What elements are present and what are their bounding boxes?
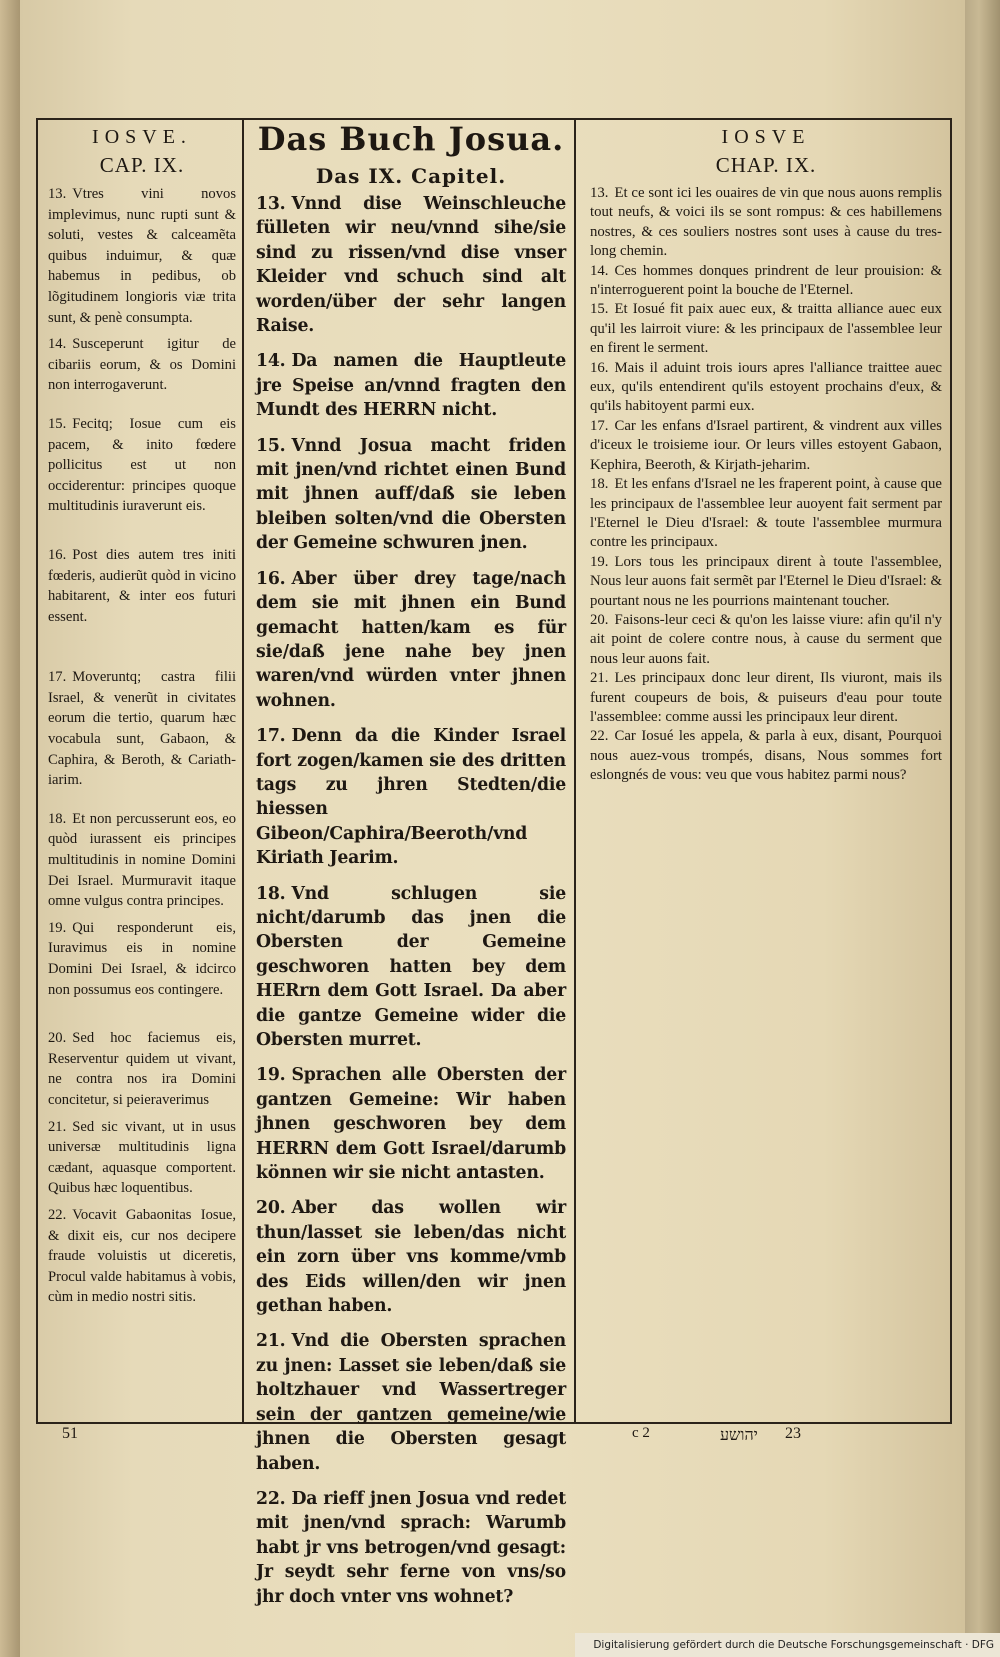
- latin-verse: [48, 1028, 236, 1110]
- book-edge: [965, 0, 1000, 1657]
- verse-number: 20.: [256, 1198, 286, 1219]
- verse-text: Vocavit Gabaonitas Iosue, & dixit eis, cur nos decipere fraude voluistis ut diceretis, Procul valde habitamus à vobis, cùm in medio nostri sitis.: [48, 1206, 236, 1306]
- latin-verse: [48, 184, 236, 328]
- german-verse: [256, 724, 566, 870]
- french-verse: [590, 359, 942, 417]
- verse-number: 19.: [590, 553, 609, 570]
- german-verse: [256, 349, 566, 422]
- french-verse: [590, 184, 942, 262]
- french-verse: [590, 727, 942, 785]
- signature-mark: c 2: [632, 1425, 650, 1441]
- german-verse: [256, 1063, 566, 1185]
- french-verse: [590, 300, 942, 358]
- verse-number: 14.: [256, 351, 286, 372]
- verse-text: Sed hoc faciemus eis, Reserventur quidem ut vivant, ne contra nos ira Domini concitetur, si peieraverimus: [48, 1030, 236, 1108]
- verse-text: Car les enfans d'Israel partirent, & vindrent aux villes d'iceux le troisieme iour. Or leurs villes estoyent Gabaon, Kephira, Beeroth, & Kirjath-jeharim.: [590, 417, 942, 473]
- verse-text: Ces hommes donques prindrent de leur prouision: & n'interroguerent point la bouche de l'Eternel.: [590, 262, 942, 299]
- french-verse: [590, 475, 942, 553]
- verse-text: Susceperunt igitur de cibariis eorum, & os Domini non interrogaverunt.: [48, 336, 236, 394]
- verse-text: Denn da die Kinder Israel fort zogen/kamen sie des dritten tags zu jhren Stedten/die hiessen Gibeon/Caphira/Beeroth/vnd Kiriath Jearim.: [256, 726, 566, 869]
- verse-number: 18.: [590, 476, 609, 493]
- german-verse: [256, 1487, 566, 1609]
- german-verse: [256, 567, 566, 713]
- verse-text: Et Iosué fit paix auec eux, & traitta alliance auec eux qu'il les lairroit viure: & les principaux de l'assemblee leur en firent le serment.: [590, 301, 942, 357]
- latin-verse: [48, 918, 236, 1000]
- latin-verse: [48, 809, 236, 912]
- verse-text: Vnnd Josua macht friden mit jnen/vnd richtet einen Bund mit jhnen auff/daß sie leben bleiben solten/vnd die Obersten der Gemeine schwuren jnen.: [256, 435, 566, 554]
- hebrew-catchword: יהושע: [720, 1425, 758, 1444]
- page-number: 51: [62, 1425, 78, 1442]
- french-verse: [590, 262, 942, 301]
- latin-verse: [48, 334, 236, 396]
- verse-text: Aber das wollen wir thun/lasset sie leben/das nicht ein zorn über vns komme/vmb des Eids willen/den wir jnen gethan haben.: [256, 1198, 566, 1317]
- verse-text: Qui responderunt eis, Iuravimus eis in nomine Domini Dei Israel, & idcirco non possumus eos contingere.: [48, 919, 236, 998]
- verse-number: 22.: [48, 1206, 67, 1223]
- verse-number: 21.: [256, 1331, 286, 1352]
- latin-chapter-heading: CAP. IX.: [99, 153, 185, 177]
- latin-verse: [48, 414, 236, 517]
- verse-number: 21.: [48, 1118, 67, 1135]
- verse-text: Car Iosué les appela, & parla à eux, disant, Pourquoi nous auez-vous trompés, disans, Nous sommes fort eslongnés de vous: veu que vous habitez parmi nous?: [590, 728, 942, 784]
- french-verse: [590, 611, 942, 669]
- verse-text: Sprachen alle Obersten der gantzen Gemeine: Wir haben jhnen geschworen bey dem HERRN dem Gott Israel/darumb können wir sie nicht antasten.: [256, 1065, 566, 1184]
- verse-number: 14.: [48, 336, 67, 353]
- verse-text: Vnd schlugen sie nicht/darumb das jnen die Obersten der Gemeine geschworen hatten bey dem HERrn dem Gott Israel. Da aber die gantze Gemeine wider die Obersten murret.: [256, 883, 566, 1050]
- german-verse: [256, 192, 566, 338]
- german-chapter-heading: Das IX. Capitel.: [315, 164, 507, 188]
- verse-text: Aber über drey tage/nach dem sie mit jhnen ein Bund gemacht hatten/kam es für sie/daß jene nahe bey jnen waren/vnd würden vnter jhnen wohnen.: [256, 568, 566, 711]
- french-column: [578, 120, 950, 1422]
- verse-number: 20.: [590, 611, 609, 628]
- german-running-head: Das Buch Josua.: [257, 120, 565, 158]
- verse-text: Da rieff jnen Josua vnd redet mit jnen/vnd sprach: Warumb habt jr vns betrogen/vnd gesagt: Jr seydt sehr ferne von vns/so jhr doch vnter vns wohnet?: [256, 1488, 566, 1607]
- verse-number: 15.: [48, 415, 67, 432]
- verse-number: 17.: [48, 669, 67, 686]
- latin-running-head: IOSVE.: [92, 126, 192, 148]
- french-verse: [590, 553, 942, 611]
- german-verse: [256, 434, 566, 556]
- french-chapter-heading: CHAP. IX.: [715, 153, 817, 177]
- verse-number: 17.: [590, 417, 609, 434]
- german-column: [246, 120, 576, 1607]
- verse-text: Da namen die Hauptleute jre Speise an/vnnd fragten den Mundt des HERRN nicht.: [256, 351, 566, 421]
- digitization-credit: Digitalisierung gefördert durch die Deutsche Forschungsgemeinschaft · DFG: [575, 1633, 1000, 1657]
- german-verse: [256, 1196, 566, 1318]
- latin-verse: [48, 667, 236, 791]
- book-page: [20, 0, 965, 1657]
- verse-number: 13.: [48, 186, 67, 202]
- verse-text: Lors tous les principaux dirent à toute l'assemblee, Nous leur auons fait sermẽt par l'Eternel le Dieu d'Israel: & pourtant nous ne les pourrions maintenant toucher.: [590, 553, 942, 609]
- verse-number: 15.: [590, 301, 609, 318]
- previous-page-edge: [0, 0, 22, 1657]
- verse-number: 22.: [590, 728, 609, 745]
- verse-text: Sed sic vivant, ut in usus universæ multitudinis ligna cædant, aquasque comportent. Quibus hæc loquentibus.: [48, 1118, 236, 1197]
- verse-text: Moveruntq; castra filii Israel, & venerũt in civitates eorum die tertio, quarum hæc vocabula sunt, Gabaon, & Caphira, & Beroth, & Cariath-iarim.: [48, 669, 236, 789]
- verse-number: 14.: [590, 262, 609, 279]
- verse-text: Vnnd dise Weinschleuche fülleten wir neu/vnnd sihe/sie sind zu rissen/vnd dise vnser Kleider vnd schuch sind alt worden/über der sehr langen Raise.: [256, 194, 566, 337]
- german-verse: [256, 1329, 566, 1475]
- verse-text: Post dies autem tres initi fœderis, audierũt quòd in vicino habitarent, & inter eos futuri essent.: [48, 546, 236, 625]
- verse-number: 19.: [48, 919, 67, 936]
- verse-number: 18.: [48, 810, 67, 827]
- latin-column: [38, 120, 244, 1422]
- verse-text: Et les enfans d'Israel ne les fraperent point, à cause que les principaux de l'assemblee leur auoyent fait serment par l'Eternel le Dieu d'Israel: & toute l'assemblee murmura contre les principaux.: [590, 476, 942, 551]
- verse-text: Fecitq; Iosue cum eis pacem, & inito fœdere pollicitus est ut non occiderentur: principes quoque multitudinis iuraverunt eis.: [48, 415, 236, 515]
- verse-number: 21.: [590, 670, 609, 687]
- verse-number: 20.: [48, 1030, 67, 1047]
- folio-number: 23: [785, 1425, 801, 1442]
- german-verse: [256, 882, 566, 1053]
- latin-verse: [48, 1117, 236, 1199]
- verse-number: 13.: [590, 185, 609, 201]
- verse-text: Vnd die Obersten sprachen zu jnen: Lasset sie leben/daß sie holtzhauer vnd Wassertreger sein der gantzen gemeine/wie jhnen die Obersten gesagt haben.: [256, 1331, 566, 1474]
- french-running-head: IOSVE: [721, 126, 811, 148]
- latin-verse: [48, 1205, 236, 1308]
- verse-number: 16.: [256, 568, 286, 589]
- verse-text: Les principaux donc leur dirent, Ils viuront, mais ils furent coupeurs de bois, & puiseurs d'eau pour toute l'assemblee: comme aussi les principaux leur dirent.: [590, 670, 942, 725]
- french-verse: [590, 669, 942, 727]
- verse-text: Et ce sont ici les ouaires de vin que nous auons remplis tout neufs, & voici ils se sont rompus: & ces habillemens nostres, & ces souliers nostres sont uses à cause du tres-long chemin.: [590, 185, 942, 260]
- verse-text: Mais il aduint trois iours apres l'alliance traittee auec eux, qu'ils entendirent qu'ils estoyent prochains d'eux, & qu'ils habitoyent parmi eux.: [590, 359, 942, 415]
- verse-text: Vtres vini novos implevimus, nunc rupti sunt & soluti, vestes & calceamẽta quibus induimur, & quæ habemus in pedibus, ob lõgitudinem longioris viæ trita sunt, & penè consumpta.: [48, 186, 236, 326]
- verse-number: 22.: [256, 1488, 286, 1509]
- latin-verse: [48, 545, 236, 627]
- verse-number: 15.: [256, 435, 286, 456]
- verse-number: 16.: [590, 359, 609, 376]
- verse-number: 18.: [256, 883, 286, 904]
- verse-number: 17.: [256, 726, 286, 747]
- french-verse: [590, 417, 942, 475]
- verse-number: 16.: [48, 546, 67, 563]
- verse-text: Et non percusserunt eos, eo quòd iurassent eis principes multitudinis in nomine Domini Dei Israel. Murmuravit itaque omne vulgus contra principes.: [48, 810, 236, 910]
- verse-number: 19.: [256, 1065, 286, 1086]
- verse-number: 13.: [256, 194, 286, 214]
- verse-text: Faisons-leur ceci & qu'on les laisse viure: afin qu'il n'y ait point de colere contre nous, à cause du serment que nous leur auons fait.: [590, 611, 942, 667]
